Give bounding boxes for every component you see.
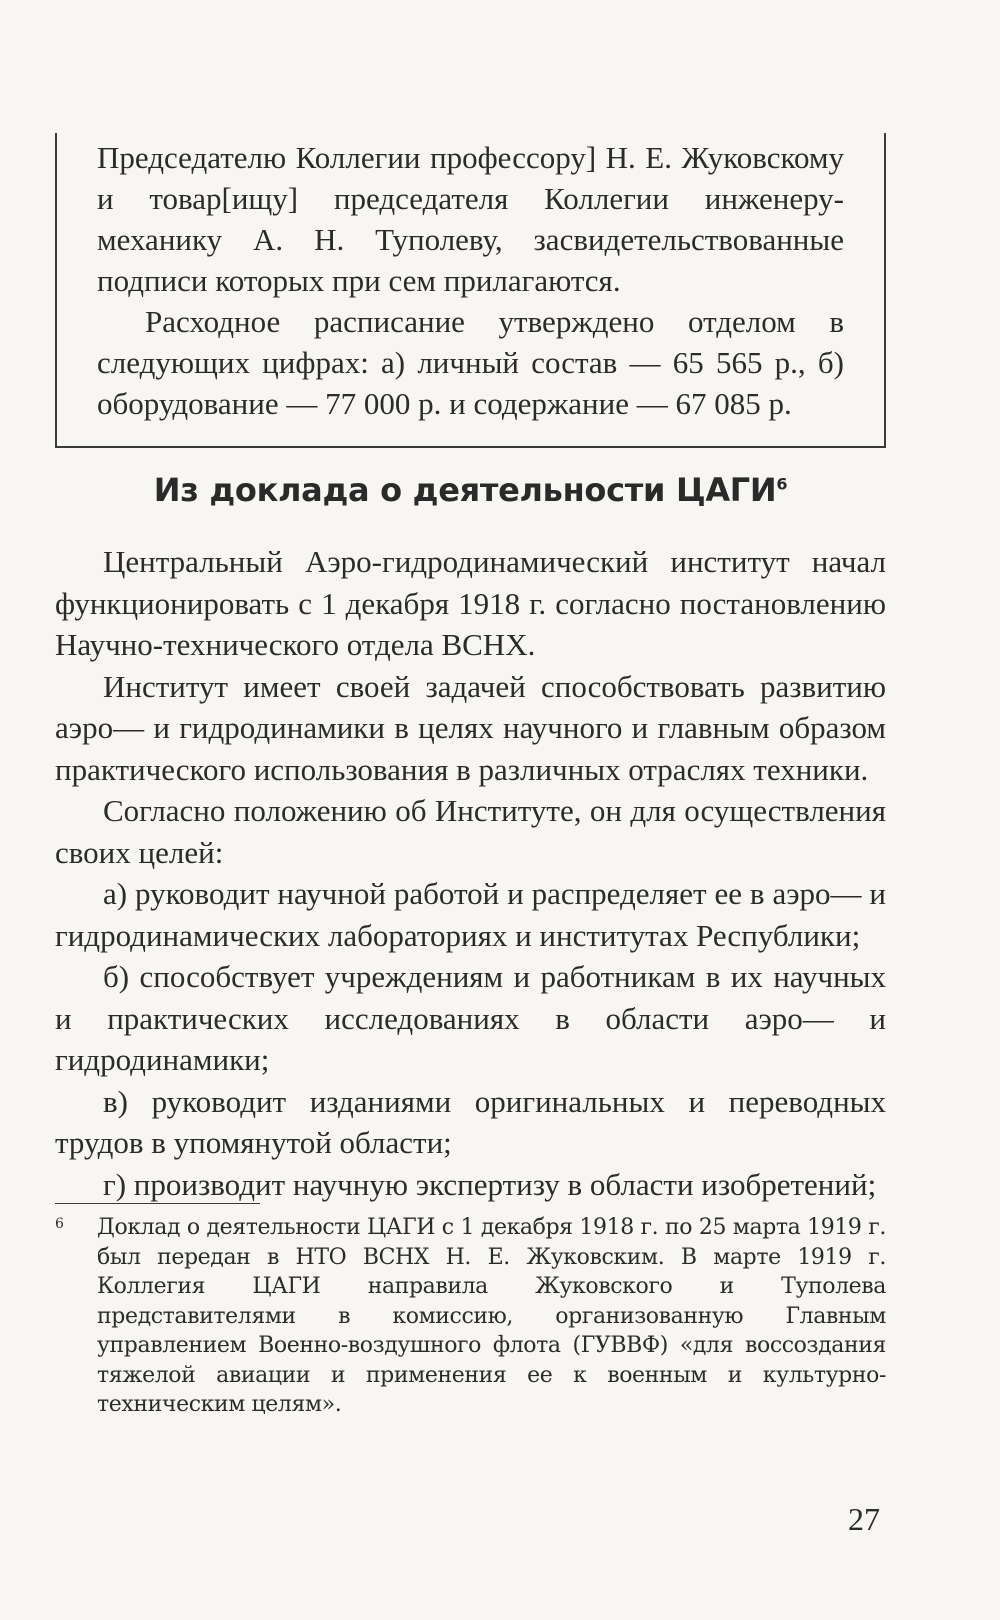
list-item-v: в) руководит изданиями оригинальных и переводных трудов в упомянутой области; [55,1083,886,1160]
boxed-paragraph-1: Председателю Коллегии профессору] Н. Е. Жуковскому и товар[ищу] председателя Коллегии инженеру-механику А. Н. Туполеву, засвидетельствованные подписи которых при сем прилагаются. [97,140,844,298]
boxed-document-excerpt [55,133,886,448]
section-heading-title: Из доклада о деятельности ЦАГИ [153,471,777,509]
footnote-6 [55,1213,886,1420]
section-heading [55,468,886,512]
list-item-b: б) способствует учреждениям и работникам в их научных и практических исследованиях в области аэро— и гидродинамики; [55,959,886,1077]
list-item-a: а) руководит научной работой и распределяет ее в аэро— и гидродинамических лабораториях и институтах Республики; [55,876,886,953]
page-number: 27 [848,1501,880,1537]
list-item-g: г) производит научную экспертизу в области изобретений; [103,1166,877,1202]
boxed-paragraph-2: Расходное расписание утверждено отделом в следующих цифрах: а) личный состав — 65 565 р., б) оборудование — 77 000 р. и содержание — 67 085 р. [97,304,844,421]
footnote-number: 6 [55,1216,64,1232]
body-paragraph-1: Центральный Аэро-гидродинамический институт начал функционировать с 1 декабря 1918 г. согласно постановлению Научно-технического отдела ВСНХ. [55,544,886,662]
footnote-divider [55,1203,260,1204]
body-paragraph-2: Институт имеет своей задачей способствовать развитию аэро— и гидродинамики в целях научного и главным образом практического использования в различных отраслях техники. [55,668,886,787]
body-paragraph-3: Согласно положению об Институте, он для осуществления своих целей: [55,793,886,870]
heading-footnote-ref: 6 [776,474,788,494]
body-text [55,541,886,1205]
footnotes [55,1213,886,1420]
footnote-text: Доклад о деятельности ЦАГИ с 1 декабря 1918 г. по 25 марта 1919 г. был передан в НТО ВСНХ Н. Е. Жуковским. В марте 1919 г. Коллегия ЦАГИ направила Жуковского и Туполева представителями в комиссию, организованную Главным управлением Военно-воздушного флота (ГУВВФ) «для воссоздания тяжелой авиации и применения ее к военным и культурно-техническим целям». [97,1215,886,1417]
